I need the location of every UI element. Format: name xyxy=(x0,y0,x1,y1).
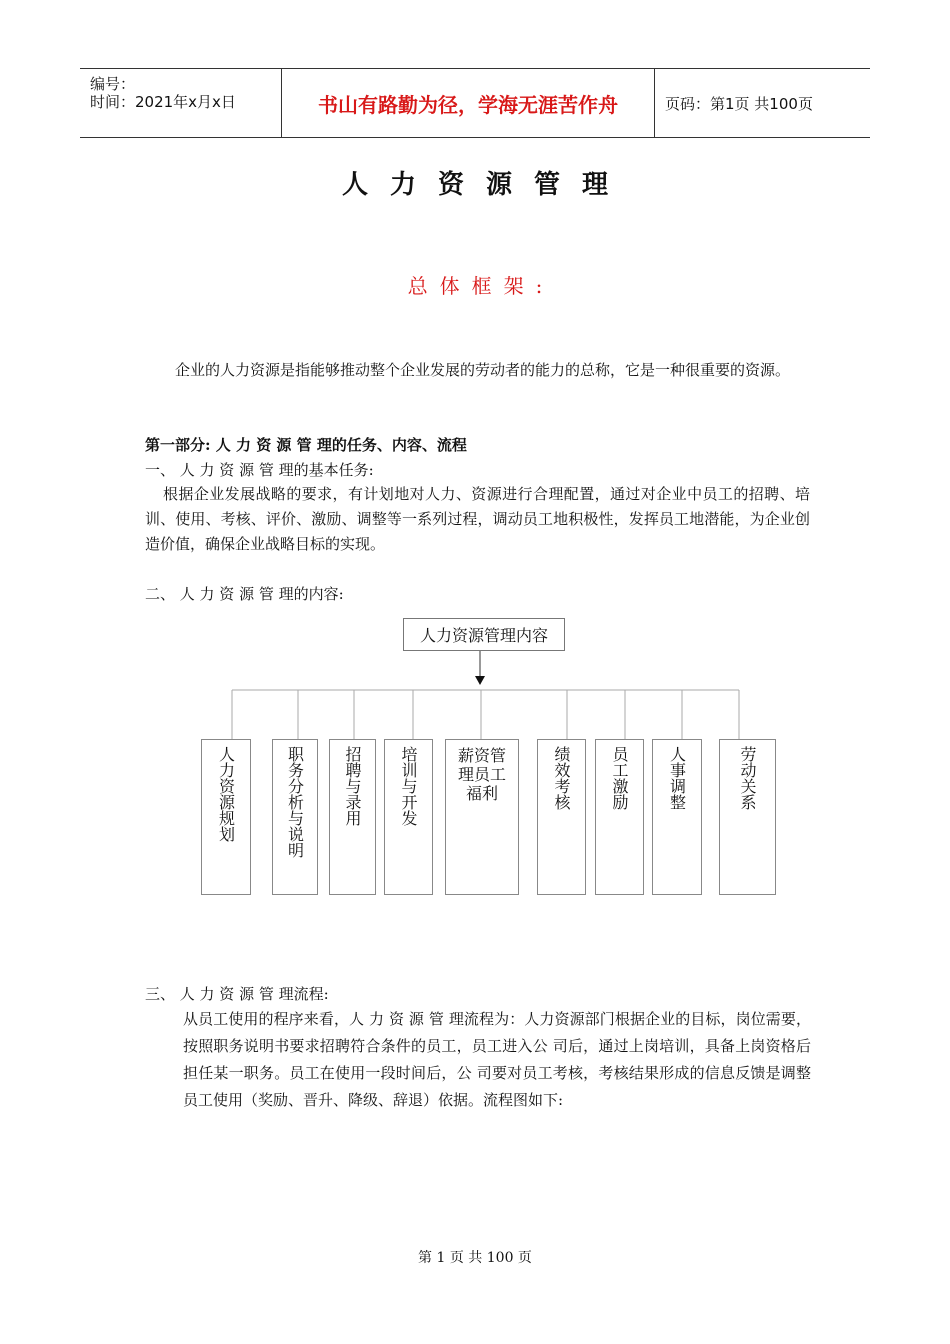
section3-heading: 三、 人 力 资 源 管 理流程: xyxy=(145,985,329,1003)
section1-text: 根据企业发展战略的要求，有计划地对人力、资源进行合理配置，通过对企业中员工的招聘、培训、使用、考核、评价、激励、调整等一系列过程，调动员工地积极性，发挥员工地潜能，为企业创造价值，确保企业战略目标的实现。 xyxy=(145,485,810,553)
org-child-compensation xyxy=(445,739,519,895)
section3-text: 从员工使用的程序来看，人 力 资 源 管 理流程为：人力资源部门根据企业的目标，岗位需要，按照职务说明书要求招聘符合条件的员工，员工进入公 司后，通过上岗培训，具备上岗资格后担任某一职务。员工在使用一段时间后，公 司要对员工考核，考核结果形成的信息反馈是调整员工使用（奖励、晋升、降级、辞退）依据。流程图如下: xyxy=(183,1010,811,1109)
org-root-node: 人力资源管理内容 xyxy=(403,618,565,651)
org-child-recruitment xyxy=(329,739,376,895)
motto: 书山有路勤为径，学海无涯苦作舟 xyxy=(282,69,655,137)
org-child-performance xyxy=(537,739,586,895)
org-child-job-analysis xyxy=(272,739,318,895)
page-info: 页码：第1页 共100页 xyxy=(665,94,813,113)
document-title: 人力资源管理 xyxy=(341,170,630,200)
org-child-label: 绩效考核 xyxy=(552,746,571,810)
org-child-labor-relations xyxy=(719,739,776,895)
date-label: 时间：2021年x月x日 xyxy=(90,93,236,111)
section2-heading: 二、 人 力 资 源 管 理的内容: xyxy=(145,585,344,603)
org-child-label: 劳动关系 xyxy=(738,746,757,810)
org-child-personnel-adjustment xyxy=(652,739,702,895)
header-table xyxy=(80,68,870,138)
org-child-motivation xyxy=(595,739,644,895)
down-arrow-icon xyxy=(475,676,485,685)
framework-subtitle: 总体框架: xyxy=(407,274,555,298)
page-footer: 第 1 页 共 100 页 xyxy=(418,1250,532,1266)
part1-heading: 第一部分: 人 力 资 源 管 理的任务、内容、流程 xyxy=(145,436,467,454)
org-child-label: 人事调整 xyxy=(667,746,687,810)
org-child-training xyxy=(384,739,433,895)
org-child-hr-planning xyxy=(201,739,251,895)
org-child-label: 薪资管理员工福利 xyxy=(457,746,506,803)
org-child-label: 招聘与录用 xyxy=(343,746,362,826)
header-meta-cell xyxy=(80,69,282,137)
intro-paragraph: 企业的人力资源是指能够推动整个企业发展的劳动者的能力的总称，它是一种很重要的资源。 xyxy=(175,361,791,379)
org-child-label: 员工激励 xyxy=(610,746,629,810)
number-label: 编号： xyxy=(90,75,136,93)
org-child-label: 职务分析与说明 xyxy=(285,746,305,858)
section1-heading: 一、 人 力 资 源 管 理的基本任务: xyxy=(145,461,374,479)
org-child-label: 人力资源规划 xyxy=(216,746,236,842)
org-child-label: 培训与开发 xyxy=(399,746,418,826)
